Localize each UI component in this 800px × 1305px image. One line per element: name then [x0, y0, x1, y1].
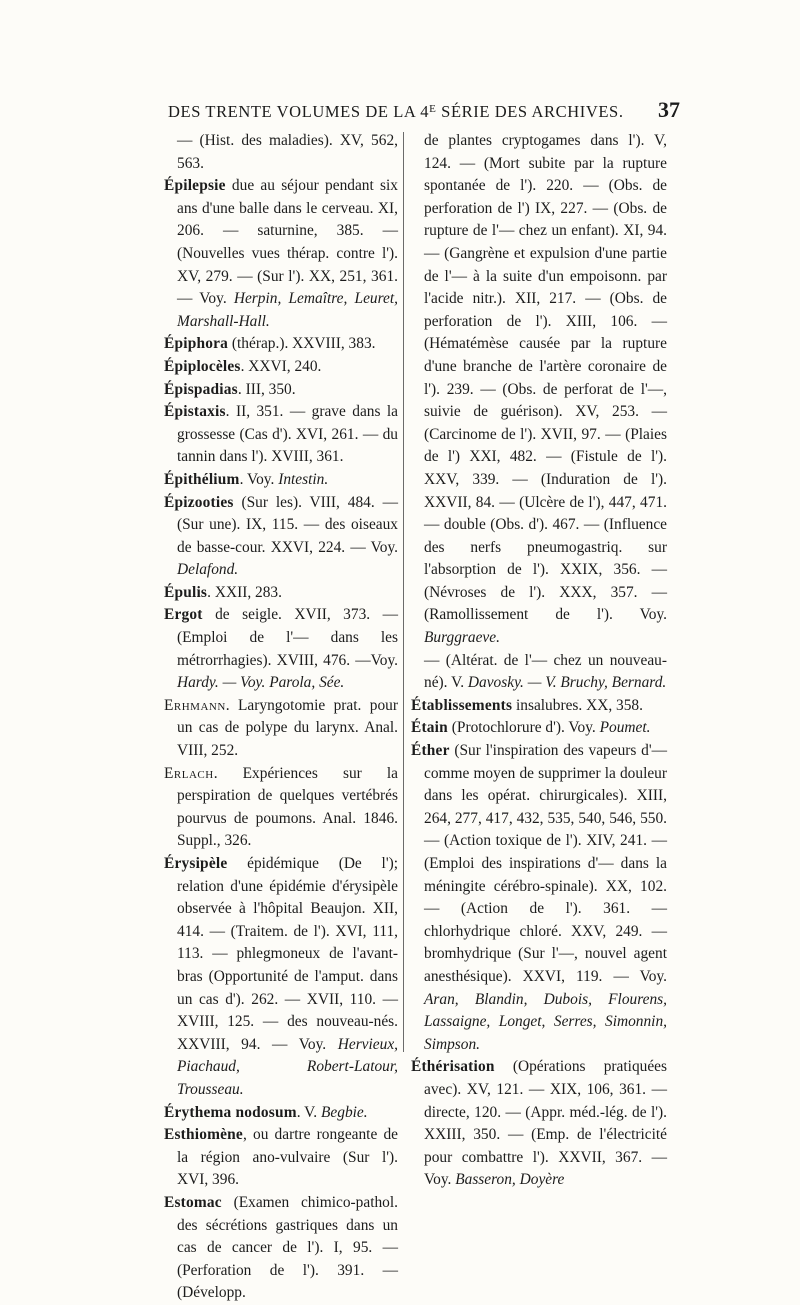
entry-reference: Intestin.: [278, 470, 329, 488]
entry-text: . V.: [296, 1103, 322, 1121]
page-number: 37: [658, 97, 680, 122]
entry-text: (Opérations pratiquées avec). XV, 121. — XIX, 106, 361. — directe, 120. — (Appr. méd.-lég. de l'). XXIII, 350. — (Emp. de l'électricité pour combattre l'). XXVII, 367. — Voy.: [424, 1058, 667, 1189]
index-entry: [164, 356, 398, 379]
entry-headword: Éthérisation: [411, 1058, 495, 1076]
entry-reference: Hervieux, Piachaud, Robert-Latour, Trousseau.: [177, 1035, 398, 1098]
entry-text: insalubres. XX, 358.: [512, 696, 643, 714]
index-entry: [164, 1124, 398, 1192]
index-entry: [164, 175, 398, 333]
index-entry: [164, 130, 398, 175]
entry-headword: Estomac: [164, 1193, 222, 1211]
index-entry: [411, 1056, 667, 1192]
entry-headword: Érysipèle: [164, 855, 228, 872]
entry-headword: Erlach: [164, 764, 214, 782]
entry-reference: Delafond.: [177, 561, 239, 579]
entry-text: . III, 350.: [237, 380, 296, 398]
index-entry: [411, 740, 667, 1056]
entry-text: . XXII, 283.: [207, 583, 282, 601]
entry-text: (Sur l'inspiration des vapeurs d'— comme moyen de supprimer la douleur dans les opérat. chirurgicales). XIII, 264, 277, 417, 432, 535, 540, 546, 550. — (Action toxique de l'). XIV, 241. — (Emploi des inspirations d'— dans la méningite cérébro-spinale). XX, 102. — (Action de l'). 361. — chlorhydrique chloré. XXV, 249. — bromhydrique (Sur l'—, nouvel agent anesthésique). XXVI, 119. — Voy.: [424, 742, 667, 985]
entry-headword: Épiphora: [164, 335, 229, 353]
index-entry: [164, 379, 398, 402]
entry-reference: Burggraeve.: [424, 629, 500, 647]
index-entry: [164, 333, 398, 356]
header-title: DES TRENTE VOLUMES DE LA $4^E$ SÉRIE DES ARCHIVES.: [168, 102, 624, 121]
entry-reference: Davosky. — V. Bruchy, Bernard.: [467, 674, 667, 692]
entry-text: . Expériences sur la perspiration de quelques vertébrés pourvus de poumons. Anal. 1846. Suppl., 326.: [177, 764, 398, 850]
entry-headword: Erhmann: [164, 696, 226, 714]
column-divider: [403, 132, 404, 1052]
entry-headword: Éther: [411, 742, 450, 760]
entry-headword: Épizooties: [164, 493, 234, 511]
entry-text: . Laryngotomie prat. pour un cas de polype du larynx. Anal. VIII, 252.: [177, 696, 398, 760]
index-entry: [164, 582, 398, 605]
entry-headword: Épistaxis: [164, 403, 226, 421]
entry-headword: Ergot: [164, 606, 203, 624]
entry-text: (thérap.). XXVIII, 383.: [228, 335, 376, 353]
index-entry: [164, 1102, 398, 1125]
index-entry: [164, 1192, 398, 1305]
index-entry: [411, 695, 667, 718]
entry-reference: Begbie.: [321, 1103, 368, 1121]
entry-text: due au séjour pendant six ans d'une balle dans le cerveau. XI, 206. — saturnine, 385. — (Nouvelles vues thérap. contre l'). XV, 279. — (Sur l'). XX, 251, 361. — Voy.: [177, 177, 398, 308]
entry-headword: Épilepsie: [164, 177, 226, 195]
right-column: [411, 130, 667, 1189]
index-entry: [411, 717, 667, 740]
entry-headword: Érythema nodosum: [164, 1103, 297, 1121]
entry-reference: Aran, Blandin, Dubois, Flourens, Lassaigne, Longet, Serres, Simonnin, Simpson.: [424, 990, 667, 1053]
index-entry: [164, 492, 398, 582]
entry-reference: Poumet.: [599, 719, 651, 737]
entry-reference: Herpin, Lemaître, Leuret, Marshall-Hall.: [177, 290, 398, 330]
entry-text: (Sur les). VIII, 484. — (Sur une). IX, 115. — des oiseaux de basse-cour. XXVI, 224. — Voy.: [177, 493, 398, 556]
entry-text: . Voy.: [239, 470, 279, 488]
entry-headword: Établissements: [411, 696, 513, 714]
entry-text: — (Hist. des maladies). XV, 562, 563.: [177, 132, 398, 172]
index-entry: [164, 853, 398, 1102]
entry-text: de seigle. XVII, 373. — (Emploi de l'— dans les métrorrhagies). XVIII, 476. —Voy.: [177, 606, 398, 669]
entry-text: , ou dartre rongeante de la région ano-vulvaire (Sur l'). XVI, 396.: [177, 1126, 398, 1189]
entry-reference: Basseron, Doyère: [455, 1171, 565, 1189]
index-entry: [164, 604, 398, 694]
entry-text: . XXVI, 240.: [240, 357, 322, 375]
entry-text: (Examen chimico-pathol. des sécrétions gastriques dans un cas de cancer de l'). I, 95. — (Perforation de l'). 391. — (Développ.: [177, 1193, 398, 1302]
left-column: [164, 130, 398, 1302]
entry-headword: Esthiomène: [164, 1126, 243, 1144]
entry-reference: Hardy. — Voy. Parola, Sée.: [177, 674, 345, 692]
entry-headword: Étain: [411, 719, 448, 737]
index-entry: [164, 763, 398, 853]
entry-text: . II, 351. — grave dans la grossesse (Cas d'). XVI, 261. — du tannin dans l'). XVIII, 361.: [177, 403, 398, 466]
index-entry: [164, 695, 398, 763]
index-entry: [164, 469, 398, 492]
running-header: [168, 97, 680, 131]
index-entry: [411, 650, 667, 695]
entry-headword: Épispadias: [164, 380, 238, 398]
entry-text: (Protochlorure d'). Voy.: [447, 719, 600, 737]
index-entry: [411, 130, 667, 650]
index-entry: [164, 401, 398, 469]
entry-headword: Épithélium: [164, 470, 240, 488]
entry-headword: Épiplocèles: [164, 357, 241, 375]
entry-text: de plantes cryptogames dans l'). V, 124. — (Mort subite par la rupture spontanée de l'). 220. — (Obs. de perforation de l') IX, 227. — (Obs. de rupture de l'— chez un enfant). XI, 94. — (Gangrène et expulsion d'une partie de l'— à la suite d'un empoisonn. par l'acide nitr.). XII, 217. — (Obs. de perforation de l'). XIII, 106. — (Hématémèse causée par la rupture d'une branche de l'artère coronaire de l'). 239. — (Obs. de perforat de l'—, suivie de guérison). XV, 253. — (Carcinome de l'). XVII, 97. — (Plaies de l') XXI, 482. — (Fistule de l'). XXV, 339. — (Induration de l'). XXVII, 84. — (Ulcère de l'), 447, 471. — double (Obs. d'). 467. — (Influence des nerfs pneumogastriq. sur l'absorption de l'). XXIX, 356. — (Névroses de l'). XXX, 357. — (Ramollissement de l'). Voy.: [424, 132, 667, 624]
entry-headword: Épulis: [164, 583, 208, 601]
entry-text: — (Altérat. de l'— chez un nouveau-né). V.: [424, 651, 667, 692]
entry-text: épidémique (De l'); relation d'une épidémie d'érysipèle observée à l'hôpital Beaujon. XII, 414. — (Traitem. de l'). XVI, 111, 113. — phlegmoneux de l'avant-bras (Opportunité de l'amput. dans un cas d'). 262. — XVII, 110. — XVIII, 125. — des nouveau-nés. XXVIII, 94. — Voy.: [177, 855, 398, 1053]
